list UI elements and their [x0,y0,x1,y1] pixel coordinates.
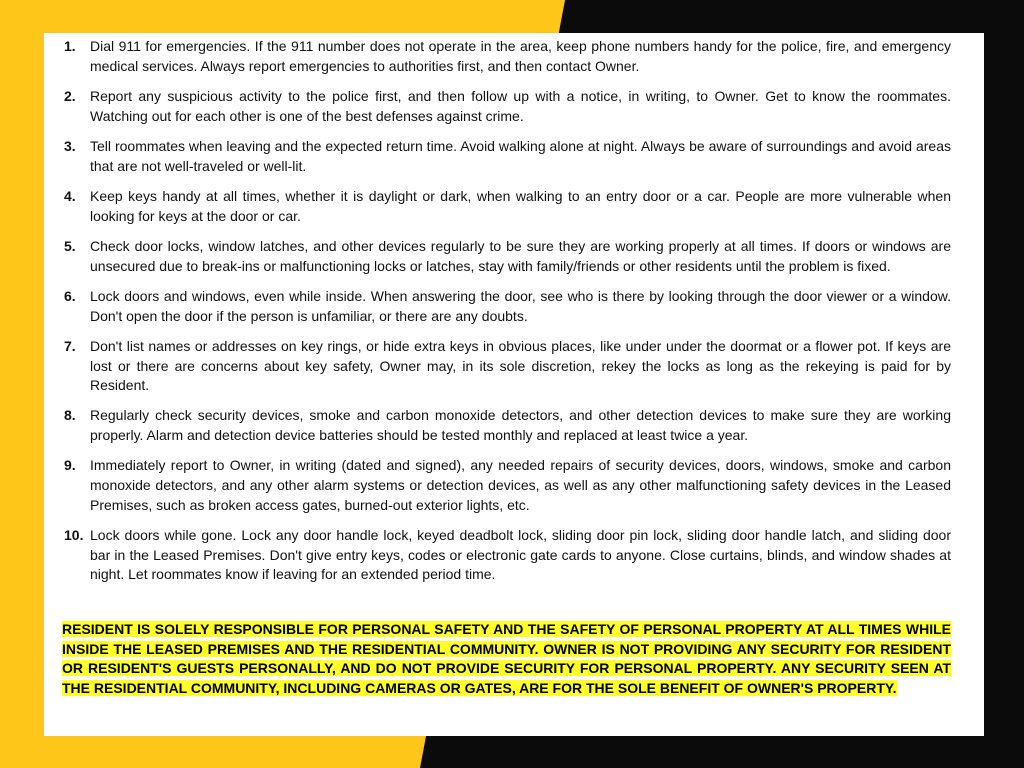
item-number: 3. [64,137,76,154]
item-text: Lock doors while gone. Lock any door handle lock, keyed deadbolt lock, sliding door pin lock, sliding door handle latch, and sliding door bar in the Leased Premises. Don't give entry keys, codes or electronic gate cards to anyone. Close curtains, blinds, and window shades at night. Let roommates know if leaving for an extended period time. [90,527,951,583]
list-item [64,87,951,126]
item-number: 8. [64,407,76,424]
item-number: 4. [64,187,76,204]
liability-notice [62,620,951,698]
item-number: 2. [64,87,76,104]
highlighted-notice-text: RESIDENT IS SOLELY RESPONSIBLE FOR PERSONAL SAFETY AND THE SAFETY OF PERSONAL PROPERTY AT ALL TIMES WHILE INSIDE THE LEASED PREMISES AND THE RESIDENTIAL COMMUNITY. OWNER IS NOT PROVIDING ANY SECURITY FOR RESIDENT OR RESIDENT'S GUESTS PERSONALLY, AND DO NOT PROVIDE SECURITY FOR PERSONAL PROPERTY. ANY SECURITY SEEN AT THE RESIDENTIAL COMMUNITY, INCLUDING CAMERAS OR GATES, ARE FOR THE SOLE BENEFIT OF OWNER'S PROPERTY. [62,621,951,696]
item-number: 1. [64,38,76,54]
item-text: Immediately report to Owner, in writing (dated and signed), any needed repairs of security devices, doors, windows, smoke and carbon monoxide detectors, and any other alarm systems or detection devices, as well as any other malfunctioning safety devices in the Leased Premises, such as broken access gates, burned-out exterior lights, etc. [90,457,951,513]
list-item [64,456,951,515]
item-text: Keep keys handy at all times, whether it is daylight or dark, when walking to an entry door or a car. People are more vulnerable when looking for keys at the door or car. [90,187,951,224]
item-number: 6. [64,287,76,304]
item-number: 5. [64,237,76,254]
list-item [64,187,951,226]
item-text: Lock doors and windows, even while inside. When answering the door, see who is there by looking through the door viewer or a window. Don't open the door if the person is unfamiliar, or there are any doubts. [90,287,951,324]
item-text: Regularly check security devices, smoke and carbon monoxide detectors, and other detection devices to make sure they are working properly. Alarm and detection device batteries should be tested monthly and replaced at least twice a year. [90,407,951,444]
document-page [44,33,984,736]
item-number: 9. [64,457,76,474]
list-item [64,526,951,585]
list-item [64,287,951,326]
list-item [64,137,951,176]
list-item [64,37,951,76]
item-number: 10. [64,527,84,544]
item-text: Dial 911 for emergencies. If the 911 number does not operate in the area, keep phone numbers handy for the police, fire, and emergency medical services. Always report emergencies to authorities first, and then contact Owner. [90,38,951,74]
list-item [64,337,951,396]
safety-tips-list [64,37,951,596]
item-text: Check door locks, window latches, and other devices regularly to be sure they are working properly at all times. If doors or windows are unsecured due to break-ins or malfunctioning locks or latches, stay with family/friends or other residents until the problem is fixed. [90,237,951,274]
item-text: Report any suspicious activity to the police first, and then follow up with a notice, in writing, to Owner. Get to know the roommates. Watching out for each other is one of the best defenses against crime. [90,87,951,124]
item-text: Tell roommates when leaving and the expected return time. Avoid walking alone at night. Always be aware of surroundings and avoid areas that are not well-traveled or well-lit. [90,137,951,174]
item-number: 7. [64,337,76,354]
list-item [64,237,951,276]
item-text: Don't list names or addresses on key rings, or hide extra keys in obvious places, like under under the doormat or a flower pot. If keys are lost or there are concerns about key safety, Owner may, in its sole discretion, rekey the locks as long as the rekeying is paid for by Resident. [90,337,951,394]
list-item [64,406,951,445]
